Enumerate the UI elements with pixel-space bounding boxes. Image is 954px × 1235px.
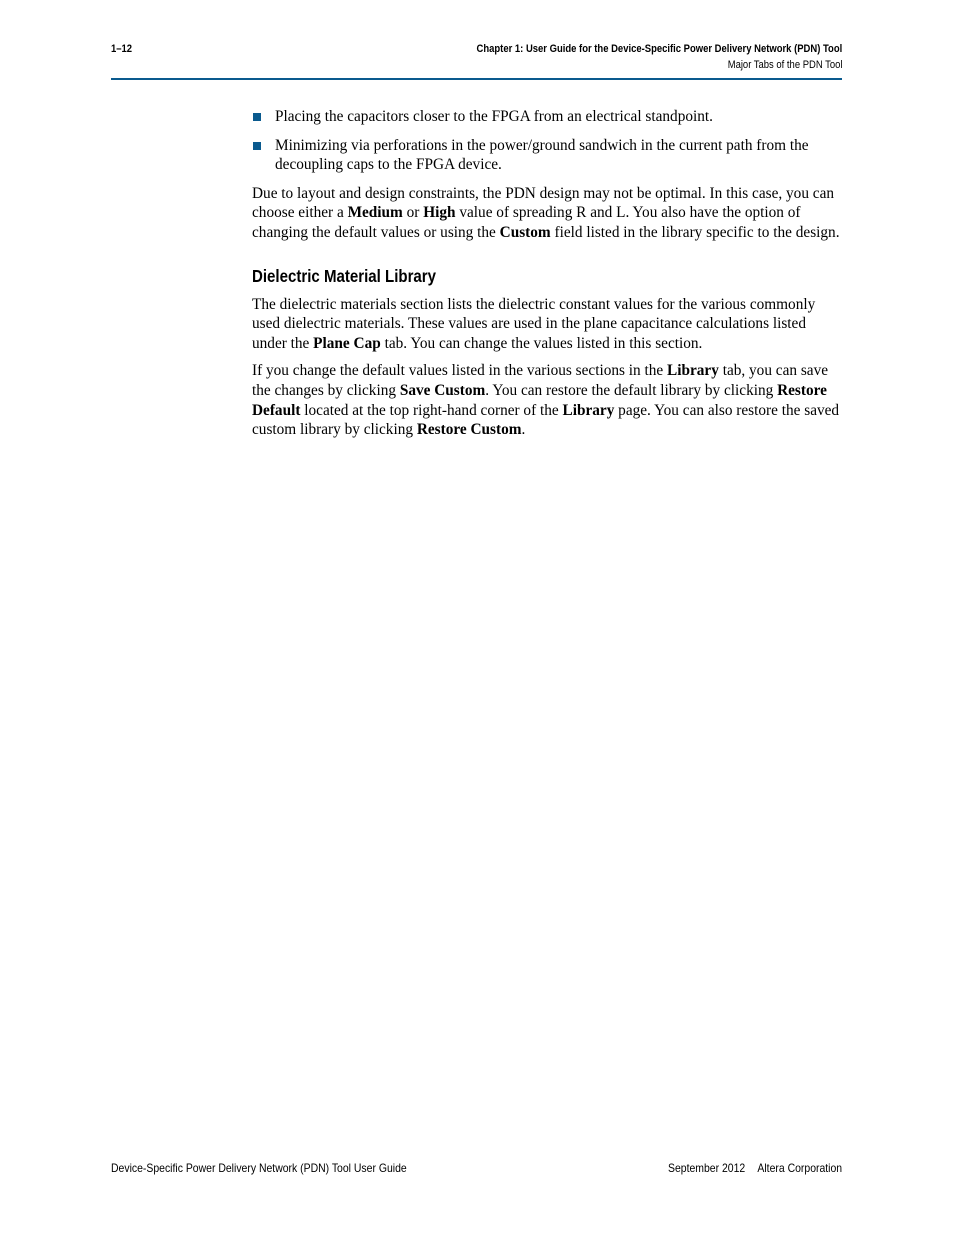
text-run: tab, you can save the changes by clicking: [252, 362, 829, 399]
bold-term-save-custom: Save Custom: [399, 381, 486, 399]
bold-term-high: High: [423, 204, 456, 222]
guide-title: Device-Specific Power Delivery Network (PDN) Tool User Guide: [111, 1161, 407, 1175]
bold-term-library: Library: [667, 362, 719, 380]
publication-date: September 2012: [667, 1161, 746, 1175]
footer-meta: [668, 1161, 842, 1175]
paragraph-library: [252, 361, 844, 439]
list-item: [252, 136, 844, 175]
bold-term-restore-default: Restore Default: [252, 381, 827, 419]
company-name: Altera Corporation: [757, 1161, 842, 1175]
text-run: located at the top right-hand corner of the: [300, 401, 563, 419]
text-run: value of spreading R and L. You also have the option of changing the default values or using the: [252, 204, 801, 241]
paragraph-pdn-options: [252, 184, 844, 243]
text-run: .: [521, 421, 526, 439]
text-run: If you change the default values listed in the various sections in the: [252, 362, 668, 380]
list-item-text: Minimizing via perforations in the power/ground sandwich in the current path from the decoupling caps to the FPGA device.: [275, 136, 809, 174]
paragraph-dielectric: [252, 295, 844, 354]
text-run: . You can restore the default library by clicking: [485, 381, 778, 399]
text-run: or: [402, 204, 424, 222]
text-run: page. You can also restore the saved custom library by clicking: [252, 401, 840, 439]
bold-term-restore-custom: Restore Custom: [416, 421, 522, 439]
page-number: 1–12: [111, 43, 133, 55]
text-run: tab. You can change the values listed in this section.: [380, 334, 703, 352]
square-bullet-icon: [253, 113, 261, 121]
text-run: field listed in the library specific to the design.: [550, 223, 840, 241]
page-header: [111, 42, 842, 80]
list-item-text: Placing the capacitors closer to the FPGA from an electrical standpoint.: [275, 108, 713, 125]
section-heading: Dielectric Material Library: [252, 265, 437, 286]
bold-term-medium: Medium: [347, 204, 403, 222]
main-content: [252, 107, 844, 448]
square-bullet-icon: [253, 142, 261, 150]
section-title: Major Tabs of the PDN Tool: [727, 59, 842, 71]
bullet-list: [252, 107, 844, 175]
text-run: Due to layout and design constraints, the PDN design may not be optimal. In this case, you can choose either a: [252, 184, 835, 222]
bold-term-plane-cap: Plane Cap: [313, 334, 381, 352]
chapter-title: Chapter 1: User Guide for the Device-Specific Power Delivery Network (PDN) Tool: [476, 43, 842, 55]
text-run: The dielectric materials section lists the dielectric constant values for the various commonly used dielectric materials. These values are used in the plane capacitance calculations listed under the: [252, 295, 816, 352]
bold-term-custom: Custom: [499, 223, 551, 241]
list-item: [252, 107, 844, 127]
bold-term-library: Library: [562, 401, 615, 419]
